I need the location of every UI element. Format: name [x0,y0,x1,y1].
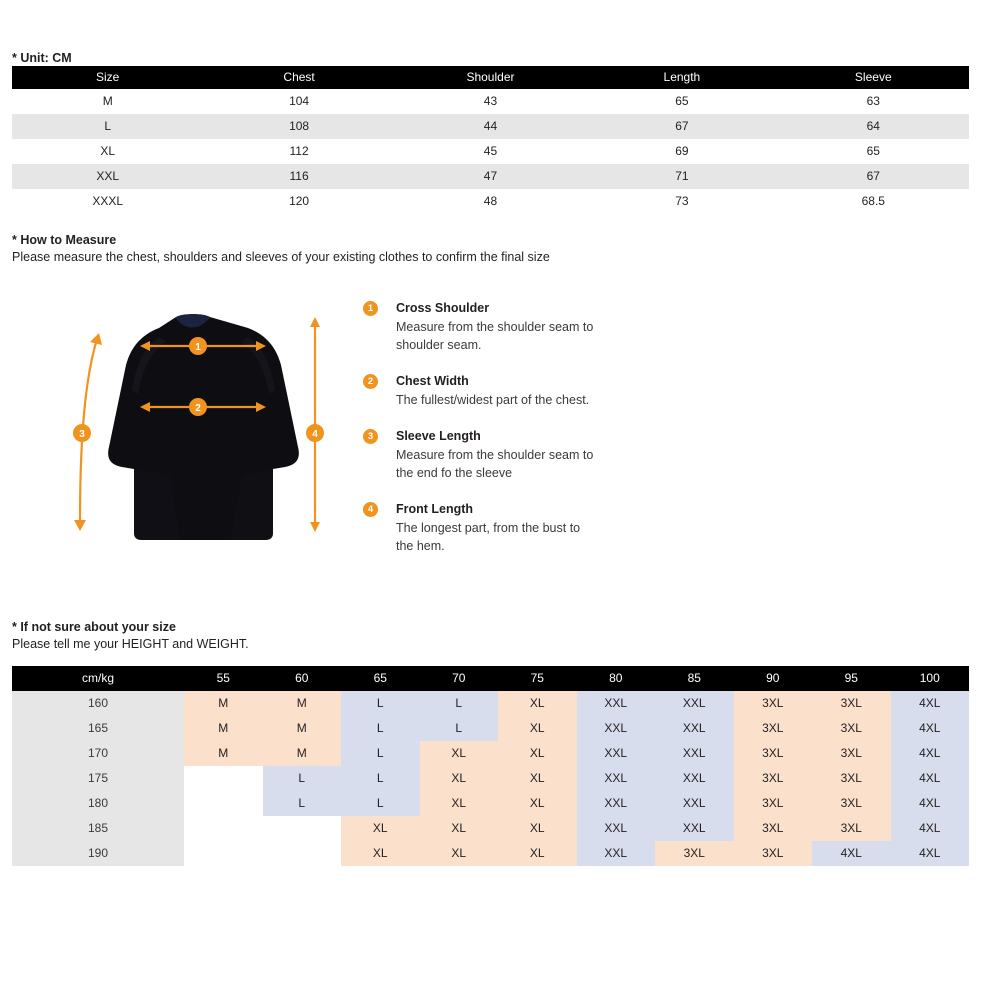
matrix-weight-header-90: 90 [734,666,813,691]
matrix-cell: 4XL [891,716,970,741]
matrix-cell: 3XL [734,841,813,866]
measure-section [0,295,981,595]
matrix-cell: 3XL [812,716,891,741]
size-table-header-4: Sleeve [778,66,969,89]
size-cell-value: 68.5 [778,189,969,214]
size-matrix-table [12,666,969,866]
matrix-cell: L [341,716,420,741]
matrix-cell: 4XL [891,841,970,866]
size-table-head [12,66,969,89]
not-sure-body: Please tell me your HEIGHT and WEIGHT. [12,637,249,651]
unit-note-text: * Unit: CM [12,51,72,65]
size-cell-value: 64 [778,114,969,139]
matrix-cell: XL [498,766,577,791]
how-to-measure-title: * How to Measure [12,233,117,247]
not-sure-title: * If not sure about your size [12,620,176,634]
matrix-cell: L [341,766,420,791]
diagram-marker-3 [73,424,91,442]
matrix-cell: 4XL [891,766,970,791]
table-row [12,164,969,189]
legend-item-description: Measure from the shoulder seam to shoulder seam. [396,320,594,352]
legend-item-title: Front Length [396,502,474,516]
size-table-header-1: Chest [203,66,394,89]
garment-illustration [70,295,335,570]
matrix-cell: XXL [655,741,734,766]
matrix-cell: XXL [577,766,656,791]
matrix-cell: XL [420,841,499,866]
matrix-weight-header-80: 80 [577,666,656,691]
matrix-cell: XL [498,741,577,766]
matrix-cell: XXL [577,816,656,841]
matrix-cell: 3XL [812,691,891,716]
matrix-height-label-180: 180 [12,791,184,816]
legend-item-title: Chest Width [396,374,469,388]
matrix-cell: M [263,691,342,716]
size-table-header-0: Size [12,66,203,89]
size-table-container [0,66,969,214]
legend-badge-icon: 3 [363,429,378,444]
matrix-cell: XXL [655,766,734,791]
matrix-row [12,766,969,791]
matrix-cell: XL [498,791,577,816]
matrix-cell: 3XL [734,791,813,816]
matrix-cell: 4XL [891,791,970,816]
matrix-cell: L [420,716,499,741]
matrix-cell [184,766,263,791]
matrix-cell: L [341,741,420,766]
matrix-cell [263,841,342,866]
diagram-marker-4 [306,424,324,442]
matrix-cell: 3XL [734,816,813,841]
table-row [12,89,969,114]
matrix-cell: 3XL [812,791,891,816]
matrix-cell: XXL [655,816,734,841]
matrix-cell: XXL [577,691,656,716]
matrix-row [12,841,969,866]
matrix-cell: XL [498,841,577,866]
matrix-weight-header-100: 100 [891,666,970,691]
matrix-cell: XL [420,816,499,841]
size-cell-value: 43 [395,89,586,114]
size-cell-value: 73 [586,189,777,214]
size-matrix-container [0,666,969,866]
table-row [12,189,969,214]
size-cell-label: M [12,89,203,114]
matrix-head [12,666,969,691]
matrix-cell: XXL [655,791,734,816]
matrix-height-label-175: 175 [12,766,184,791]
size-cell-value: 71 [586,164,777,189]
size-cell-value: 48 [395,189,586,214]
size-cell-value: 116 [203,164,394,189]
matrix-cell: 3XL [734,766,813,791]
matrix-cell: XXL [577,716,656,741]
matrix-cell: 3XL [734,691,813,716]
matrix-header-row [12,666,969,691]
matrix-weight-header-60: 60 [263,666,342,691]
size-cell-value: 67 [778,164,969,189]
matrix-cell: XL [420,791,499,816]
diagram-marker-4-label: 4 [312,429,318,440]
matrix-cell: XL [420,766,499,791]
matrix-cell [184,816,263,841]
matrix-cell: 3XL [812,741,891,766]
legend-item-2 [363,373,663,409]
diagram-marker-2 [189,398,207,416]
table-row [12,139,969,164]
size-table-body [12,89,969,214]
matrix-cell: M [184,741,263,766]
size-cell-value: 108 [203,114,394,139]
diagram-marker-2-label: 2 [195,403,201,414]
matrix-cell: XL [420,741,499,766]
size-cell-value: 112 [203,139,394,164]
size-table-header-2: Shoulder [395,66,586,89]
size-cell-label: XL [12,139,203,164]
measure-legend [363,300,663,555]
matrix-cell: L [263,766,342,791]
matrix-row [12,816,969,841]
matrix-cell: M [263,716,342,741]
size-cell-value: 63 [778,89,969,114]
matrix-cell: XXL [655,716,734,741]
matrix-height-label-165: 165 [12,716,184,741]
matrix-cell: XL [498,716,577,741]
size-cell-value: 69 [586,139,777,164]
size-cell-label: XXL [12,164,203,189]
matrix-cell: 3XL [655,841,734,866]
diagram-marker-3-label: 3 [79,429,85,440]
matrix-cell: 3XL [812,816,891,841]
size-cell-value: 65 [586,89,777,114]
matrix-cell: 4XL [891,691,970,716]
matrix-cell: M [184,716,263,741]
matrix-row [12,691,969,716]
legend-item-description: The longest part, from the bust to the hem. [396,521,581,553]
matrix-height-label-190: 190 [12,841,184,866]
matrix-cell: XXL [577,841,656,866]
legend-item-3 [363,428,663,482]
legend-item-title: Cross Shoulder [396,301,490,315]
matrix-height-label-185: 185 [12,816,184,841]
matrix-body [12,691,969,866]
matrix-weight-header-70: 70 [420,666,499,691]
legend-item-1 [363,300,663,354]
legend-badge-icon: 4 [363,502,378,517]
matrix-row [12,791,969,816]
matrix-cell: L [263,791,342,816]
matrix-cell: M [184,691,263,716]
legend-item-description: The fullest/widest part of the chest. [396,393,590,407]
matrix-weight-header-55: 55 [184,666,263,691]
matrix-cell: 4XL [891,741,970,766]
matrix-row [12,716,969,741]
diagram-marker-1 [189,337,207,355]
matrix-weight-header-85: 85 [655,666,734,691]
matrix-cell: XL [498,816,577,841]
size-cell-value: 45 [395,139,586,164]
matrix-weight-header-95: 95 [812,666,891,691]
size-cell-label: XXXL [12,189,203,214]
legend-badge-icon: 2 [363,374,378,389]
matrix-cell: XL [341,816,420,841]
legend-item-description: Measure from the shoulder seam to the end fo the sleeve [396,448,594,480]
matrix-cell: 3XL [734,716,813,741]
matrix-cell: XL [341,841,420,866]
size-cell-value: 120 [203,189,394,214]
size-table-header-3: Length [586,66,777,89]
size-table [12,66,969,214]
size-cell-value: 65 [778,139,969,164]
matrix-cell: 4XL [891,816,970,841]
how-to-measure-note [0,232,550,266]
matrix-cell: 3XL [734,741,813,766]
table-row [12,114,969,139]
matrix-height-label-160: 160 [12,691,184,716]
matrix-weight-header-75: 75 [498,666,577,691]
not-sure-note [0,619,249,653]
matrix-cell: XL [498,691,577,716]
matrix-cell: 3XL [812,766,891,791]
size-cell-value: 67 [586,114,777,139]
matrix-cell: XXL [577,791,656,816]
matrix-cell [184,841,263,866]
matrix-row [12,741,969,766]
matrix-cell: XXL [655,691,734,716]
size-table-header-row [12,66,969,89]
how-to-measure-body: Please measure the chest, shoulders and sleeves of your existing clothes to confirm the final size [12,250,550,264]
matrix-height-label-170: 170 [12,741,184,766]
matrix-cell: L [341,691,420,716]
matrix-corner-label: cm/kg [12,666,184,691]
size-cell-value: 104 [203,89,394,114]
matrix-cell: 4XL [812,841,891,866]
matrix-cell [184,791,263,816]
diagram-marker-1-label: 1 [195,342,201,353]
matrix-cell: M [263,741,342,766]
legend-item-title: Sleeve Length [396,429,481,443]
matrix-cell: L [341,791,420,816]
size-cell-label: L [12,114,203,139]
matrix-weight-header-65: 65 [341,666,420,691]
legend-badge-icon: 1 [363,301,378,316]
sweater-diagram-svg [70,295,335,570]
unit-note [0,50,72,67]
matrix-cell: XXL [577,741,656,766]
matrix-cell: L [420,691,499,716]
matrix-cell [263,816,342,841]
size-cell-value: 47 [395,164,586,189]
size-cell-value: 44 [395,114,586,139]
legend-item-4 [363,501,663,555]
